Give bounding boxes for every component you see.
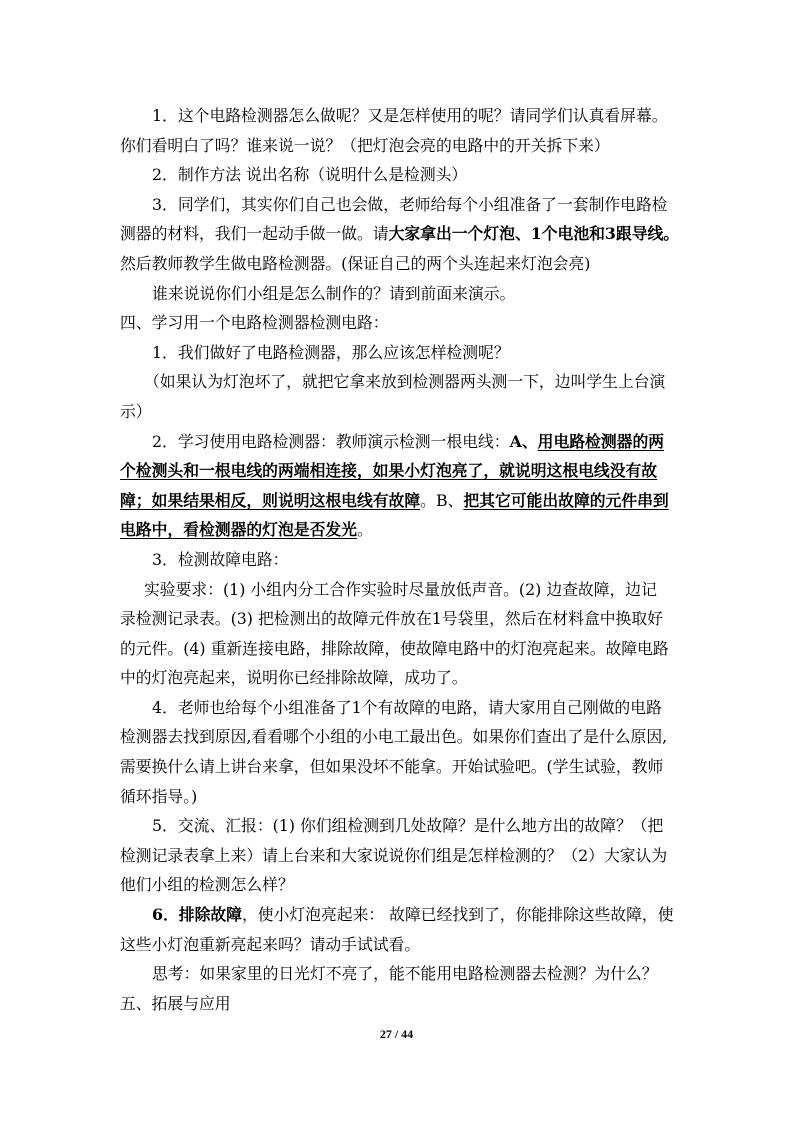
paragraph-line: 1．这个电路检测器怎么做呢？又是怎样使用的呢？请同学们认真看屏幕。 — [152, 106, 668, 125]
paragraph-line: 3．检测故障电路： — [152, 549, 289, 569]
document-body — [120, 101, 680, 1018]
paragraph-line: 然后教师教学生做电路检测器。(保证自己的两个头连起来灯泡会亮) — [120, 253, 591, 273]
bold-underlined-text: 把其它可能出故障的元件串到 — [463, 490, 669, 510]
paragraph-line: 示） — [120, 401, 152, 421]
paragraph-line — [120, 456, 676, 486]
paragraph-line — [120, 900, 676, 930]
paragraph-line: 谁来说说你们小组是怎么制作的？请到前面来演示。 — [152, 283, 516, 303]
paragraph-line: 中的灯泡亮起来，说明你已经排除故障，成功了。 — [120, 668, 468, 688]
paragraph-line: 检测器去找到原因,看看哪个小组的小电工最出色。如果你们查出了是什么原因, — [120, 727, 668, 747]
paragraph-line: （如果认为灯泡坏了，就把它拿来放到检测器两头测一下，边叫学生上台演 — [144, 372, 666, 392]
text-span: ，使小灯泡亮起来： 故障已经找到了，你能排除这些故障，使 — [241, 905, 674, 925]
paragraph-line: 思考：如果家里的日光灯不亮了，能不能用电路检测器去检测？为什么？ — [152, 964, 658, 984]
text-span: 测器的材料，我们一起动手做一做。请 — [120, 224, 389, 244]
bold-underlined-text: 个检测头和一根电线的两端相连接，如果小灯泡亮了，就说明这根电线没有故 — [120, 461, 658, 481]
paragraph-line: 录检测记录表。(3) 把检测出的故障元件放在1号袋里，然后在材料盒中换取好 — [120, 609, 663, 629]
section-heading: 五、拓展与应用 — [120, 993, 231, 1013]
paragraph-line: 5．交流、汇报：(1) 你们组检测到几处故障？是什么地方出的故障？（把 — [152, 816, 664, 836]
text-span: 。B、 — [420, 490, 464, 510]
text-span: 。 — [356, 520, 373, 540]
paragraph-line — [120, 427, 676, 457]
bold-text: 6．排除故障 — [152, 905, 242, 925]
bold-text: A、 — [509, 431, 538, 451]
bold-underlined-text: 用电路检测器的两 — [537, 431, 665, 451]
bold-text: 大家拿出一个灯泡、1个电池和3跟导线。 — [388, 224, 680, 244]
text-span: 2．学习使用电路检测器：教师演示检测一根电线： — [152, 431, 510, 451]
paragraph-line: 检测记录表拿上来）请上台来和大家说说你们组是怎样检测的？（2）大家认为 — [120, 845, 668, 865]
paragraph-line: 4．老师也给每个小组准备了1个有故障的电路，请大家用自己刚做的电路 — [152, 697, 662, 717]
paragraph-line: 3．同学们，其实你们自己也会做，老师给每个小组准备了一套制作电路检 — [152, 194, 668, 214]
paragraph-line: 他们小组的检测怎么样？ — [120, 875, 294, 895]
paragraph-line: 需要换什么请上讲台来拿，但如果没坏不能拿。开始试验吧。(学生试验，教师 — [120, 757, 664, 777]
paragraph-line: 1．我们做好了电路检测器，那么应该怎样检测呢？ — [152, 342, 510, 362]
paragraph-line: 你们看明白了吗？谁来说一说？（把灯泡会亮的电路中的开关拆下来） — [120, 135, 610, 155]
bold-underlined-text: 障；如果结果相反，则说明这根电线有故障 — [120, 490, 421, 510]
paragraph-line: 的元件。(4) 重新连接电路，排除故障，使故障电路中的灯泡亮起来。故障电路 — [120, 638, 669, 658]
paragraph-line — [120, 219, 680, 249]
bold-underlined-text: 电路中，看检测器的灯泡是否发光 — [120, 520, 357, 540]
page-number: 27 / 44 — [379, 1027, 414, 1041]
paragraph-line — [120, 515, 676, 545]
paragraph-line: 循环指导。) — [120, 786, 198, 806]
paragraph-line: 这些小灯泡重新亮起来吗？请动手试试看。 — [120, 934, 421, 954]
section-heading: 四、学习用一个电路检测器检测电路： — [120, 313, 389, 333]
paragraph-line: 实验要求：(1) 小组内分工合作实验时尽量放低声音。(2) 边查故障，边记 — [144, 579, 657, 599]
paragraph-line — [120, 486, 676, 516]
paragraph-line: 2．制作方法 说出名称（说明什么是检测头） — [152, 165, 468, 185]
